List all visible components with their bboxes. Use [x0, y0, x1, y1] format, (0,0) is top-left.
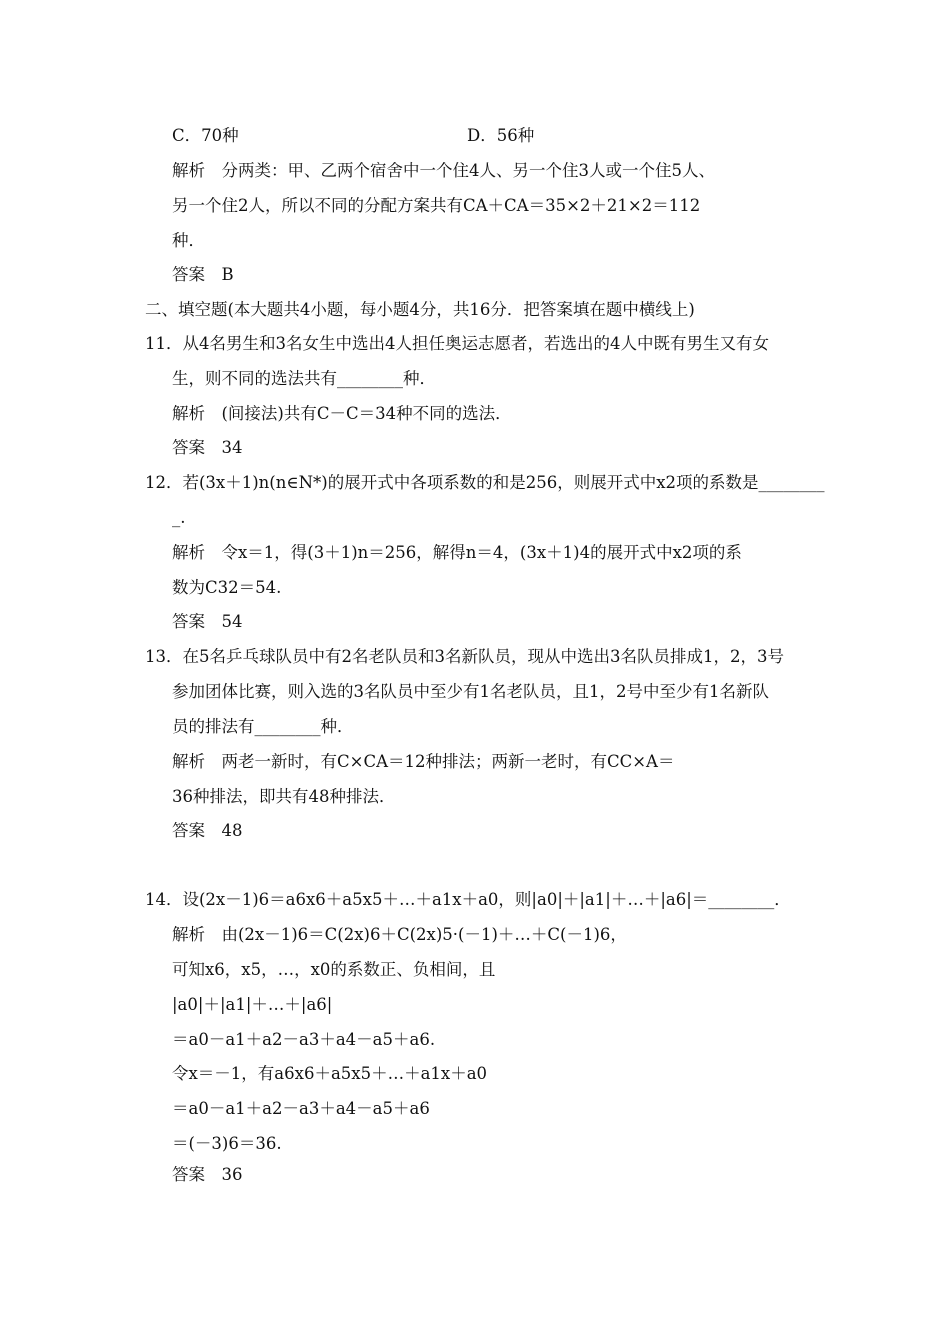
- q11-stem-line-2: 生，则不同的选法共有________种．: [172, 369, 436, 388]
- q13-analysis-line-2: 36种排法，即共有48种排法．: [172, 787, 396, 806]
- q11-analysis: 解析 (间接法)共有C－C＝34种不同的选法．: [172, 404, 512, 423]
- q14-answer: 答案 36: [172, 1165, 243, 1184]
- q10-answer: 答案 B: [172, 265, 234, 284]
- q12-stem-line-1: 12．若(3x＋1)n(n∈N*)的展开式中各项系数的和是256，则展开式中x2项的系数是________: [145, 473, 825, 492]
- q14-analysis-line-2: 可知x6，x5，…，x0的系数正、负相间，且: [172, 960, 496, 979]
- q10-analysis-line-3: 种．: [172, 231, 205, 250]
- q12-stem-line-2: _.: [172, 508, 186, 527]
- q10-analysis-line-2: 另一个住2人，所以不同的分配方案共有CA＋CA＝35×2＋21×2＝112: [172, 196, 701, 215]
- q13-analysis-line-1: 解析 两老一新时，有C×CA＝12种排法；两新一老时，有CC×A＝: [172, 752, 675, 771]
- q10-option-c: C．70种: [172, 126, 239, 145]
- section-2-heading: 二、填空题(本大题共4小题，每小题4分，共16分．把答案填在题中横线上): [145, 300, 695, 319]
- q14-analysis-line-5: 令x＝－1，有a6x6＋a5x5＋…＋a1x＋a0: [172, 1064, 488, 1083]
- q14-analysis-line-7: ＝(－3)6＝36.: [172, 1134, 282, 1153]
- q12-answer: 答案 54: [172, 612, 243, 631]
- q14-analysis-line-3: |a0|＋|a1|＋…＋|a6|: [172, 995, 333, 1014]
- q13-answer: 答案 48: [172, 821, 243, 840]
- q14-analysis-line-1: 解析 由(2x－1)6＝C(2x)6＋C(2x)5·(－1)＋…＋C(－1)6，: [172, 925, 627, 944]
- q10-analysis-line-1: 解析 分两类：甲、乙两个宿舍中一个住4人、另一个住3人或一个住5人、: [172, 161, 715, 180]
- q10-option-d: D．56种: [467, 126, 535, 145]
- q13-stem-line-2: 参加团体比赛，则入选的3名队员中至少有1名老队员，且1，2号中至少有1名新队: [172, 682, 769, 701]
- q12-analysis-line-1: 解析 令x＝1，得(3＋1)n＝256，解得n＝4，(3x＋1)4的展开式中x2项的系: [172, 543, 742, 562]
- q14-stem-line-1: 14．设(2x－1)6＝a6x6＋a5x5＋…＋a1x＋a0，则|a0|＋|a1|＋…＋|a6|＝________．: [145, 890, 791, 909]
- q14-analysis-line-6: ＝a0－a1＋a2－a3＋a4－a5＋a6: [172, 1099, 430, 1118]
- q13-stem-line-1: 13．在5名乒乓球队员中有2名老队员和3名新队员，现从中选出3名队员排成1，2，3号: [145, 647, 784, 666]
- q11-answer: 答案 34: [172, 438, 243, 457]
- q13-stem-line-3: 员的排法有________种．: [172, 717, 354, 736]
- q14-analysis-line-4: ＝a0－a1＋a2－a3＋a4－a5＋a6.: [172, 1030, 436, 1049]
- q11-stem-line-1: 11．从4名男生和3名女生中选出4人担任奥运志愿者，若选出的4人中既有男生又有女: [145, 334, 769, 353]
- q12-analysis-line-2: 数为C32＝54.: [172, 578, 282, 597]
